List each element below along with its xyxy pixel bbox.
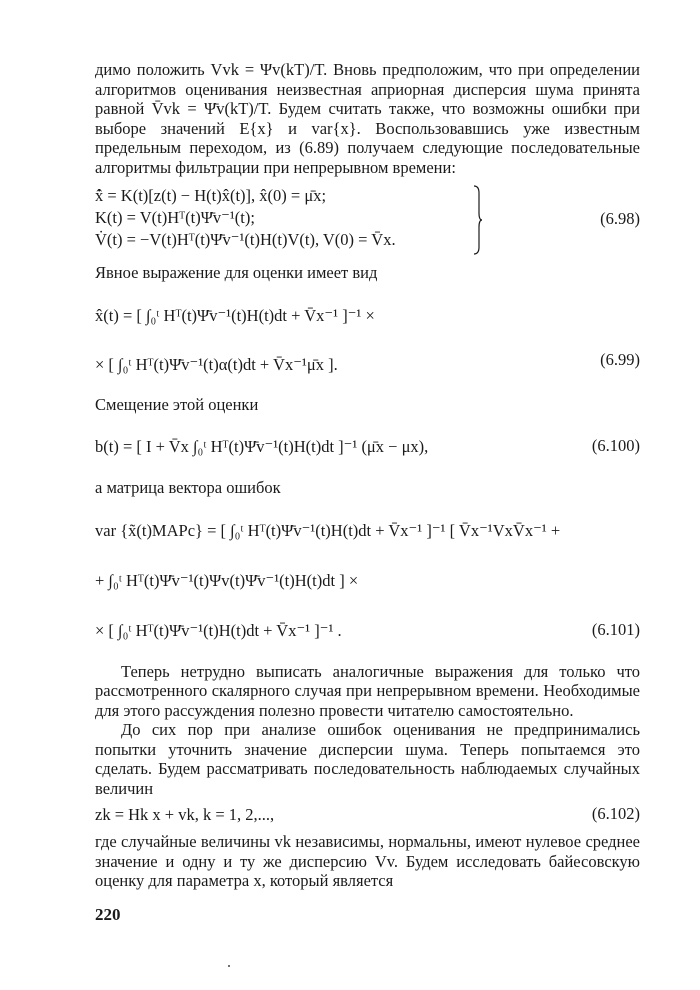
equation-6-101 bbox=[95, 506, 640, 656]
equation-number-6-99: (6.99) bbox=[600, 349, 640, 369]
equation-6-101-line-1: var {x̃(t)MAPc} = [ ∫₀ᵗ Hᵀ(t)Ψ̄v⁻¹(t)H(t)dt + V̄x⁻¹ ]⁻¹ [ V̄x⁻¹VxV̄x⁻¹ + bbox=[95, 520, 561, 540]
print-speck bbox=[228, 965, 230, 967]
error-matrix-text: а матрица вектора ошибок bbox=[95, 478, 281, 497]
intro-paragraph: димо положить Vvk = Ψv(kT)/T. Вновь предположим, что при определении алгоритмов оценивания неизвестная априорная дисперсия шума принята равной V̄vk = Ψ̄v(kT)/T. Будем считать также, что возможны ошибки при выборе значений E{x} и var{x}. Воспользовавшись уже известным предельным переходом, из (6.89) получаем следующие последовательные алгоритмы фильтрации при непрерывном времени: bbox=[95, 60, 640, 177]
equation-6-100-line-1: b(t) = [ I + V̄x ∫₀ᵗ Hᵀ(t)Ψ̄v⁻¹(t)H(t)dt ]⁻¹ (μ̄x − μx), bbox=[95, 437, 429, 456]
right-brace-icon bbox=[473, 185, 481, 255]
equation-6-101-line-3: × [ ∫₀ᵗ Hᵀ(t)Ψ̄v⁻¹(t)H(t)dt + V̄x⁻¹ ]⁻¹ . bbox=[95, 620, 342, 640]
equation-6-102 bbox=[95, 804, 640, 828]
equation-6-98 bbox=[95, 185, 640, 257]
where-paragraph: где случайные величины vk независимы, нормальны, имеют нулевое среднее значение и одну и ту же дисперсию Vv. Будем исследовать байесовскую оценку для параметра x, который является bbox=[95, 832, 640, 890]
equation-6-100 bbox=[95, 422, 640, 472]
equation-6-98-line-3: V̇(t) = −V(t)Hᵀ(t)Ψ̄v⁻¹(t)H(t)V(t), V(0) = V̄x. bbox=[95, 230, 396, 249]
equation-6-101-line-2: + ∫₀ᵗ Hᵀ(t)Ψ̄v⁻¹(t)Ψv(t)Ψ̄v⁻¹(t)H(t)dt ] × bbox=[95, 570, 359, 590]
equation-number-6-102: (6.102) bbox=[591, 804, 640, 823]
equation-6-99-line-2: × [ ∫₀ᵗ Hᵀ(t)Ψ̄v⁻¹(t)α(t)dt + V̄x⁻¹μ̄x ]. bbox=[95, 354, 338, 374]
equation-6-98-line-2: K(t) = V(t)Hᵀ(t)Ψ̄v⁻¹(t); bbox=[95, 208, 255, 227]
explicit-expression-text: Явное выражение для оценки имеет вид bbox=[95, 263, 378, 282]
now-paragraph: Теперь нетрудно выписать аналогичные выражения для только что рассмотренного скалярного случая при непрерывном времени. Необходимые для этого рассуждения полезно провести читателю самостоятельно. bbox=[95, 661, 640, 720]
equation-6-98-line-1: x̂̇ = K(t)[z(t) − H(t)x̂(t)], x̂(0) = μ̄x; bbox=[95, 186, 327, 205]
equation-number-6-100: (6.100) bbox=[591, 436, 640, 455]
bias-text: Смещение этой оценки bbox=[95, 394, 259, 414]
equation-6-102-line-1: zk = Hk x + vk, k = 1, 2,..., bbox=[95, 805, 275, 824]
page-body bbox=[95, 60, 640, 891]
until-paragraph: До сих пор при анализе ошибок оценивания не предпринимались попытки уточнить значение дисперсии шума. Теперь попытаемся это сделать. Будем рассматривать последовательность наблюдаемых случайных величин bbox=[95, 720, 640, 798]
page-number: 220 bbox=[95, 905, 121, 924]
equation-number-6-98: (6.98) bbox=[600, 209, 640, 228]
equation-6-99-line-1: x̂(t) = [ ∫₀ᵗ Hᵀ(t)Ψ̄v⁻¹(t)H(t)dt + V̄x⁻¹ ]⁻¹ × bbox=[95, 305, 375, 325]
equation-6-99 bbox=[95, 291, 640, 389]
equation-number-6-101: (6.101) bbox=[591, 619, 640, 639]
